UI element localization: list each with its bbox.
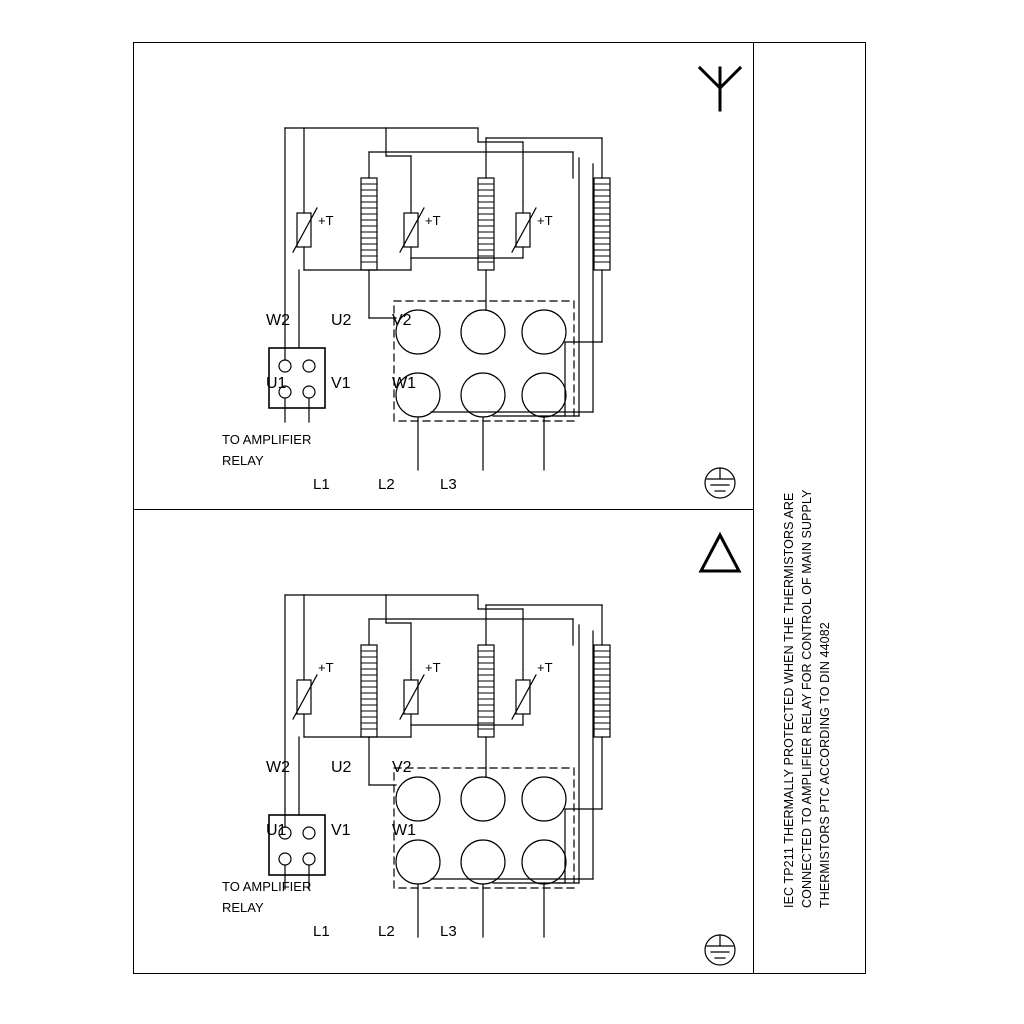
phase-label-l2-star: L2 [378, 476, 395, 493]
note-line-3: THERMISTORS PTC ACCORDING TO DIN 44082 [818, 622, 832, 908]
thermistor-label-2-star: +T [425, 213, 441, 228]
thermistor-label-2-delta: +T [425, 660, 441, 675]
terminal-label-w1-star: W1 [392, 375, 416, 392]
terminal-label-u1-star: U1 [266, 375, 287, 392]
terminal-label-w2-star: W2 [266, 312, 290, 329]
terminal-label-v1-delta: V1 [331, 822, 351, 839]
amplifier-label-line2-star: RELAY [222, 453, 264, 468]
amplifier-terminal-block [269, 809, 325, 889]
phase-label-l3-delta: L3 [440, 923, 457, 940]
thermistor-2 [400, 669, 424, 725]
side-note-block [760, 360, 860, 920]
earth-ground-icon [705, 935, 735, 965]
wye-symbol [700, 68, 740, 110]
terminal-label-v1-star: V1 [331, 375, 351, 392]
phase-label-l1-star: L1 [313, 476, 330, 493]
terminal-label-w2-delta: W2 [266, 759, 290, 776]
terminal-label-v2-delta: V2 [392, 759, 412, 776]
thermistor-2 [400, 202, 424, 258]
note-line-2: CONNECTED TO AMPLIFIER RELAY FOR CONTROL OF MAIN SUPPLY [800, 489, 814, 908]
amplifier-label-line2-delta: RELAY [222, 900, 264, 915]
thermistor-label-3-star: +T [537, 213, 553, 228]
terminal-label-u1-delta: U1 [266, 822, 287, 839]
thermistor-label-1-star: +T [318, 213, 334, 228]
amplifier-label-line1-star: TO AMPLIFIER [222, 432, 312, 447]
earth-ground-icon [705, 468, 735, 498]
note-line-1: IEC TP211 THERMALLY PROTECTED WHEN THE THERMISTORS ARE [782, 492, 796, 908]
thermistor-label-3-delta: +T [537, 660, 553, 675]
thermistor-3 [512, 669, 536, 725]
note-divider-vertical [753, 42, 754, 974]
thermistor-label-1-delta: +T [318, 660, 334, 675]
phase-label-l1-delta: L1 [313, 923, 330, 940]
thermistor-1 [293, 202, 317, 258]
delta-symbol [701, 535, 739, 571]
terminal-label-w1-delta: W1 [392, 822, 416, 839]
phase-label-l2-delta: L2 [378, 923, 395, 940]
terminal-label-v2-star: V2 [392, 312, 412, 329]
amplifier-label-line1-delta: TO AMPLIFIER [222, 879, 312, 894]
phase-label-l3-star: L3 [440, 476, 457, 493]
terminal-label-u2-delta: U2 [331, 759, 352, 776]
thermistor-3 [512, 202, 536, 258]
terminal-label-u2-star: U2 [331, 312, 352, 329]
thermistor-1 [293, 669, 317, 725]
